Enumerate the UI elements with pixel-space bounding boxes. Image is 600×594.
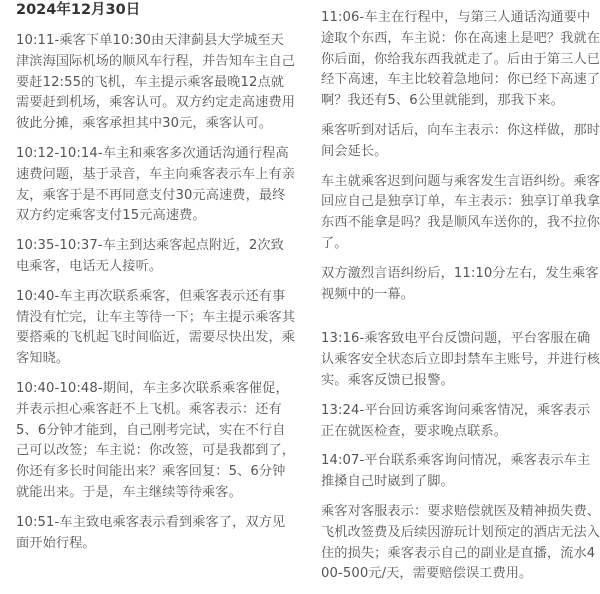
timeline-entry: 双方激烈言语纠纷后，11:10分左右，发生乘客视频中的一幕。 [321,265,599,302]
timeline-entry: 乘客听到对话后，向车主表示：你这样做，那时间会延长。 [321,122,600,159]
timeline-entry: 10:40-10:48-期间，车主多次联系乘客催促，并表示担心乘客赶不上飞机。乘客表示：还有5、6分钟才能到，自己刚考完试，实在不行自己可以改签；车主说：你改签，可是我都到了，你还有多长时间能出来？乘客回复：5、6分钟就能出来。于是，车主继续等待乘客。 [16,380,296,500]
timeline-entry: 10:40-车主再次联系乘客，但乘客表示还有事情没有忙完，让车主等待一下；车主提示乘客其要搭乘的飞机起飞时间临近，需要尽快出发，乘客知晓。 [16,288,296,367]
timeline-entry: 10:11-乘客下单10:30由天津蓟县大学城至天津滨海国际机场的顺风车行程，并告知车主自己要赶12:55的飞机，车主提示乘客最晚12点就需要赶到机场，乘客认可。双方约定走高速费用彼此分摊，乘客承担其中30元，乘客认可。 [16,33,296,132]
timeline-entry: 10:12-10:14-车主和乘客多次通话沟通行程高速费问题，基于录音，车主向乘客表示车上有亲友，乘客于是不再同意支付30元高速费，最终双方约定乘客支付15元高速费。 [16,145,296,224]
timeline-entry: 14:07-平台联系乘客询问情况，乘客表示车主推搡自己时崴到了脚。 [321,453,591,490]
timeline-entry: 13:24-平台回访乘客询问乘客情况，乘客表示正在就医检查，要求晚点联系。 [321,402,591,439]
left-column [16,0,296,554]
timeline-entry: 13:16-乘客致电平台反馈问题，平台客服在确认乘客安全状态后立即封禁车主账号，并进行核实。乘客反馈已报警。 [321,331,600,388]
right-column [321,8,600,585]
timeline-entry: 11:06-车主在行程中，与第三人通话沟通要中途取个东西，车主说：你在高速上是吧？我就在你后面，你给我东西我就走了。后由于第三人已经下高速，车主比较着急地问：你已经下高速了啊？我还有5、6公里就能到，那我下来。 [321,10,600,109]
timeline-entry: 10:35-10:37-车主到达乘客起点附近，2次致电乘客，电话无人接听。 [16,238,284,274]
timeline-entry: 10:51-车主致电乘客表示看到乘客了，双方见面开始行程。 [16,514,286,551]
date-heading: 2024年12月30日 [16,2,141,18]
timeline-entry: 车主就乘客迟到问题与乘客发生言语纠纷。乘客回应自己是独享订单，车主表示：独享订单我拿东西不能拿是吗？我是顺风车送你的，我不拉你了。 [321,173,600,251]
timeline-entry: 乘客对客服表示：要求赔偿就医及精神损失费、飞机改签费及后续因游玩计划预定的酒店无法入住的损失；乘客表示自己的副业是直播，流水400-500元/天，需要赔偿误工费用。 [321,503,600,582]
